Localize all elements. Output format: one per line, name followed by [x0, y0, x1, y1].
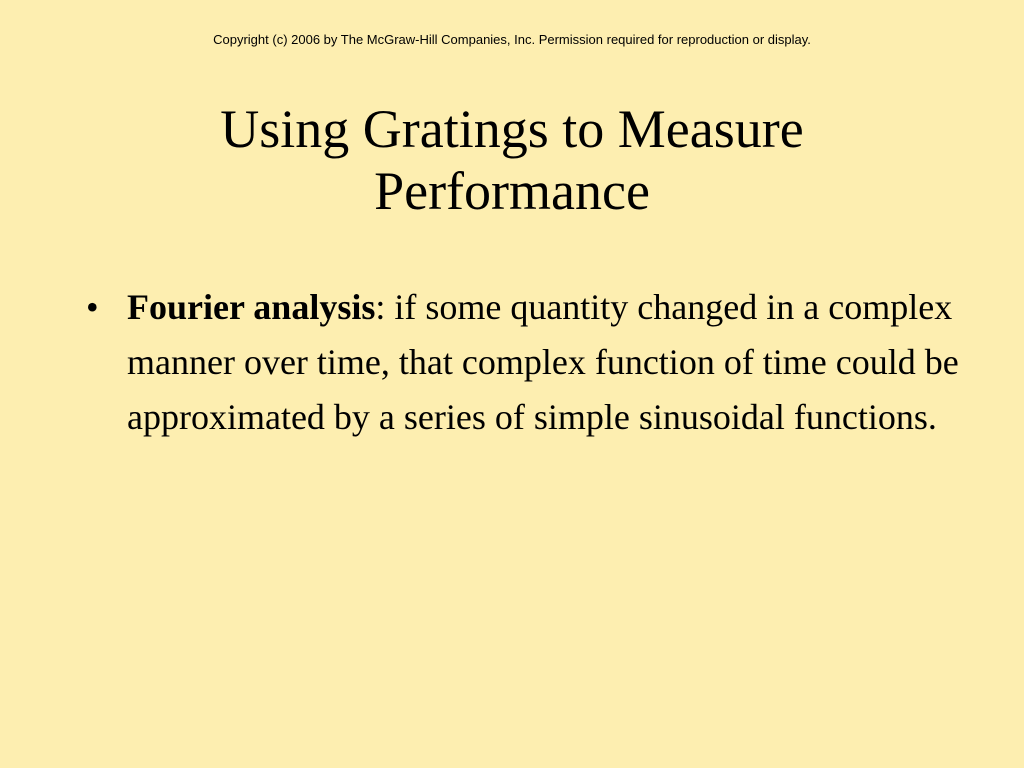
slide-title [0, 98, 1024, 222]
copyright-notice: Copyright (c) 2006 by The McGraw-Hill Companies, Inc. Permission required for reproduction or display. [213, 32, 811, 47]
slide-title-line-2: Performance [374, 161, 650, 221]
bullet-text: : if some quantity changed in a complex manner over time, that complex function of time could be approximated by a series of simple sinusoidal functions. [127, 287, 959, 437]
slide-title-line-1: Using Gratings to Measure [220, 99, 804, 159]
bullet-list [86, 280, 966, 445]
bullet-marker: • [86, 287, 99, 327]
bullet-term: Fourier analysis [127, 287, 376, 327]
bullet-item [86, 280, 966, 445]
